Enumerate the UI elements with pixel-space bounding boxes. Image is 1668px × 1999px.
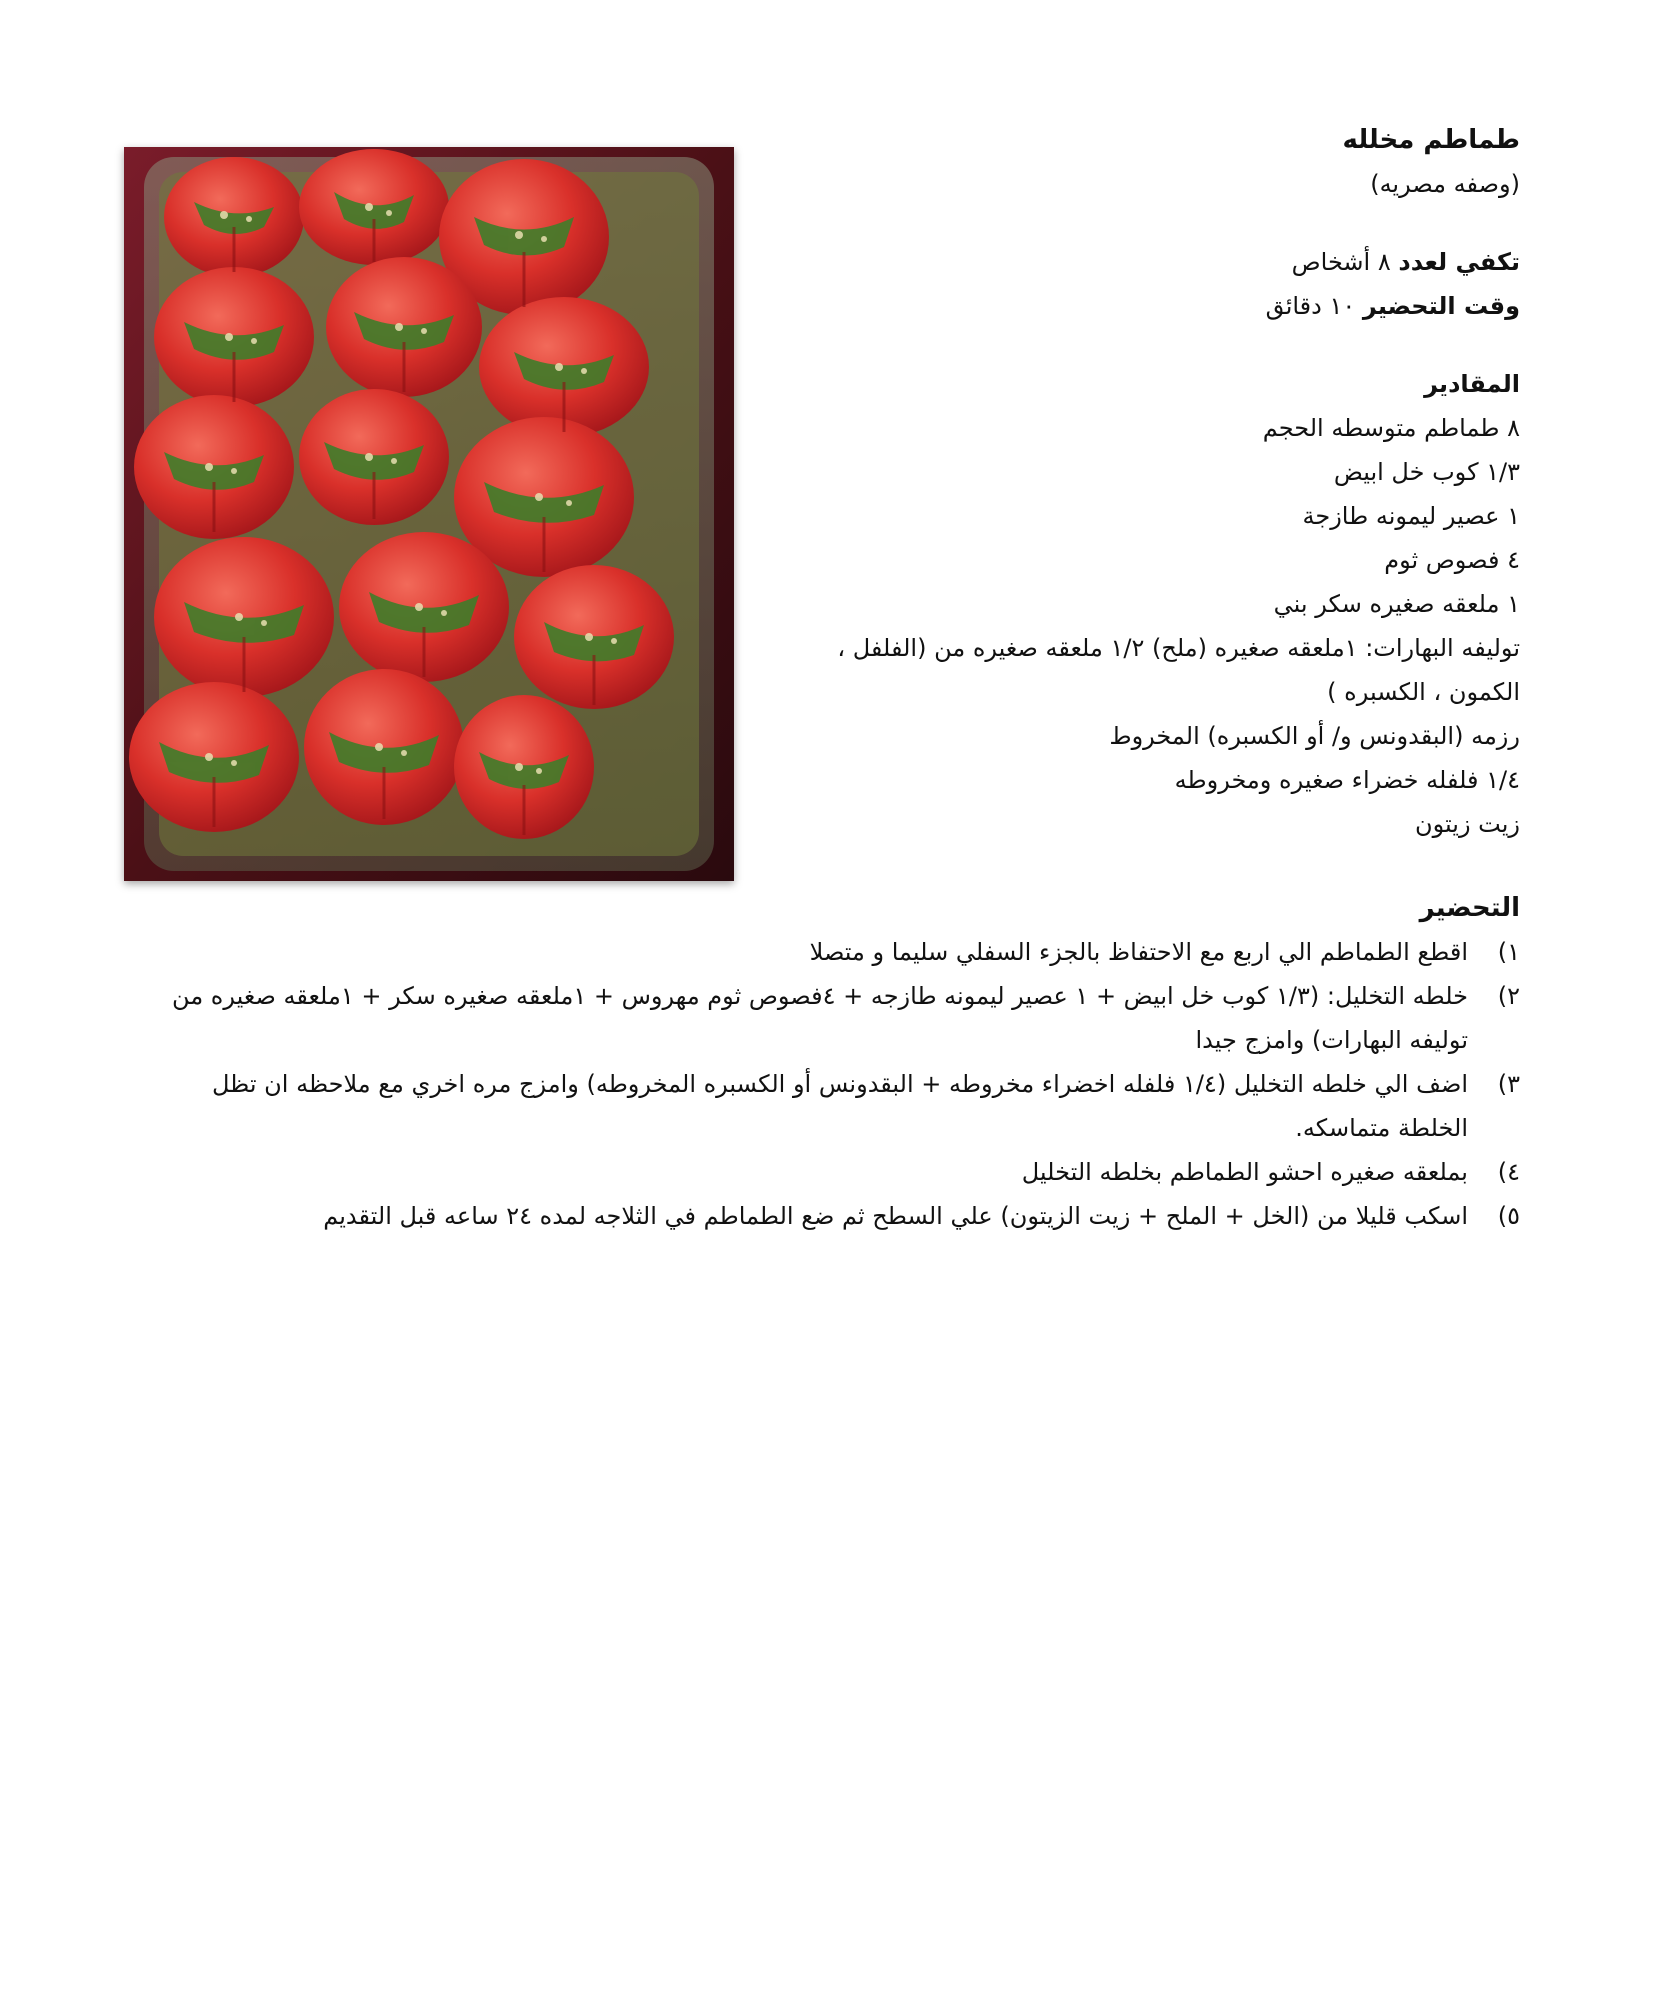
ingredient-item: ١ ملعقه صغيره سكر بني [1273,590,1520,618]
step-item [135,1150,1520,1194]
step-item [135,930,1520,974]
ingredients-heading: المقادير [1424,370,1520,398]
step-text: خلطه التخليل: (١/٣ كوب خل ابيض + ١ عصير ليمونه طازجه + ٤فصوص ثوم مهروس + ١ملعقه صغيره سكر + ١ملعقه صغيره من توليفه البهارات) وامزج جيدا [172,982,1468,1054]
recipe-title: طماطم مخلله [1342,125,1520,155]
step-text: بملعقه صغيره احشو الطماطم بخلطه التخليل [1021,1158,1468,1186]
servings-label: تكفي لعدد [1398,248,1520,276]
step-item [135,1062,1520,1150]
prep-time-label: وقت التحضير [1362,292,1520,320]
preparation-heading: التحضير [1419,893,1520,923]
ingredient-item: زيت زيتون [1415,810,1520,838]
step-item [135,974,1520,1062]
recipe-header-and-ingredients [760,118,1520,846]
servings-value: ٨ أشخاص [1291,248,1391,276]
prep-time-line [760,284,1520,328]
servings-line [760,240,1520,284]
step-number: ٣) [1497,1070,1520,1098]
prep-time-value: ١٠ دقائق [1265,292,1356,320]
ingredient-item: رزمه (البقدونس و/ أو الكسبره) المخروط [1109,722,1520,750]
ingredient-item: توليفه البهارات: ١ملعقه صغيره (ملح) ١/٢ ملعقه صغيره من (الفلفل ، الكمون ، الكسبره ) [837,634,1520,706]
step-number: ٤) [1497,1158,1520,1186]
step-text: اسكب قليلا من (الخل + الملح + زيت الزيتون) علي السطح ثم ضع الطماطم في الثلاجه لمده ٢٤ ساعه قبل التقديم [323,1202,1468,1230]
step-text: اقطع الطماطم الي اربع مع الاحتفاظ بالجزء السفلي سليما و متصلا [809,938,1468,966]
step-item [135,1194,1520,1238]
ingredient-item: ٨ طماطم متوسطه الحجم [1262,414,1520,442]
step-number: ٢) [1497,982,1520,1010]
ingredient-item: ٤ فصوص ثوم [1384,546,1520,574]
ingredient-item: ١/٣ كوب خل ابيض [1333,458,1520,486]
preparation-steps [135,930,1520,1238]
step-number: ٥) [1497,1202,1520,1230]
step-text: اضف الي خلطه التخليل (١/٤ فلفله اخضراء مخروطه + البقدونس أو الكسبره المخروطه) وامزج مره اخري مع ملاحظه ان تظل الخلطة متماسكه. [211,1070,1468,1142]
tomatoes-illustration [124,147,734,881]
ingredient-item: ١ عصير ليمونه طازجة [1302,502,1520,530]
ingredient-item: ١/٤ فلفله خضراء صغيره ومخروطه [1174,766,1520,794]
recipe-subtitle: (وصفه مصريه) [1370,170,1520,198]
pickled-tomatoes-photo [124,147,734,881]
step-number: ١) [1497,938,1520,966]
